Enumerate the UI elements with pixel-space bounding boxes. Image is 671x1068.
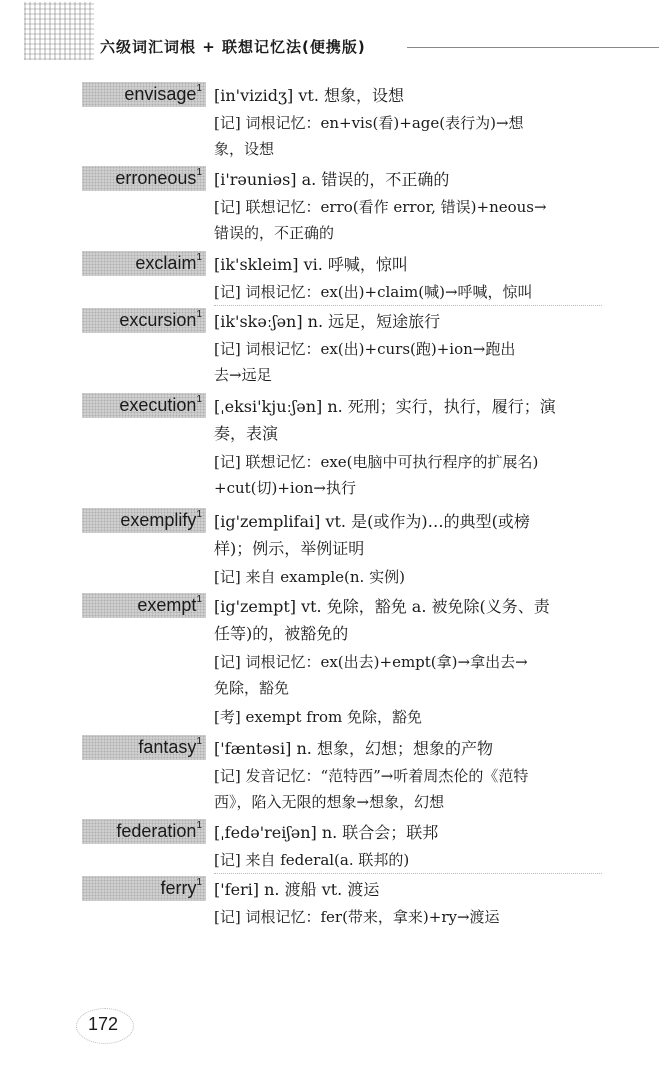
definition: ['feri] n. 渡船 vt. 渡运 xyxy=(214,880,380,899)
memory-note: [记] 来自 federal(a. 联邦的) xyxy=(214,851,410,869)
page-number: 172 xyxy=(88,1014,119,1034)
star-mark: 1 xyxy=(196,252,202,263)
definition: [in'vizidʒ] vt. 想象，设想 xyxy=(214,86,405,105)
header-rule xyxy=(407,47,659,48)
star-mark: 1 xyxy=(196,509,202,520)
headword-box xyxy=(82,393,206,418)
definition-continued: 样)；例示，举例证明 xyxy=(214,539,365,558)
definition-continued: 奏，表演 xyxy=(214,424,279,443)
exam-note: [考] exempt from 免除，豁免 xyxy=(214,708,423,726)
headword-box xyxy=(82,508,206,533)
star-mark: 1 xyxy=(196,309,202,320)
memory-note: [记] 来自 example(n. 实例) xyxy=(214,568,405,586)
headword-box xyxy=(82,876,206,901)
headword-box xyxy=(82,819,206,844)
memory-note: [记] 联想记忆：erro(看作 error, 错误)+neous→ xyxy=(214,198,547,216)
headword: fantasy xyxy=(138,737,197,757)
memory-note: [记] 发音记忆：“范特西”→听着周杰伦的《范特 xyxy=(214,767,529,785)
definition: [i'rəuniəs] a. 错误的，不正确的 xyxy=(214,170,450,189)
headword: execution xyxy=(119,395,197,415)
headword: ferry xyxy=(160,878,197,898)
headword: exemplify xyxy=(120,510,197,530)
star-mark: 1 xyxy=(196,594,202,605)
definition: [ik'skleim] vi. 呼喊，惊叫 xyxy=(214,255,408,274)
headword-box xyxy=(82,735,206,760)
memory-note: 去→远足 xyxy=(214,366,272,384)
definition: [ig'zempt] vt. 免除，豁免 a. 被免除(义务、责 xyxy=(214,597,550,616)
headword-box xyxy=(82,82,206,107)
memory-note: 象，设想 xyxy=(214,140,275,158)
memory-note: [记] 联想记忆：exe(电脑中可执行程序的扩展名) xyxy=(214,453,539,471)
headword: erroneous xyxy=(115,168,197,188)
memory-note: [记] 词根记忆：ex(出)+claim(喊)→呼喊，惊叫 xyxy=(214,283,533,301)
definition: [ik'skəːʃən] n. 远足，短途旅行 xyxy=(214,312,441,331)
definition: [ig'zemplifai] vt. 是(或作为)…的典型(或榜 xyxy=(214,512,530,531)
memory-note: 西》，陷入无限的想象→想象，幻想 xyxy=(214,793,445,811)
memory-note: +cut(切)+ion→执行 xyxy=(214,479,356,497)
header-title: 六级词汇词根 + 联想记忆法(便携版) xyxy=(100,38,366,56)
header-decoration xyxy=(24,2,94,60)
star-mark: 1 xyxy=(196,736,202,747)
memory-note: 错误的，不正确的 xyxy=(214,224,335,242)
memory-note: [记] 词根记忆：fer(带来，拿来)+ry→渡运 xyxy=(214,908,500,926)
headword-box xyxy=(82,593,206,618)
definition: [ˌfedə'reiʃən] n. 联合会；联邦 xyxy=(214,823,439,842)
memory-note: [记] 词根记忆：en+vis(看)+age(表行为)→想 xyxy=(214,114,524,132)
headword-box xyxy=(82,251,206,276)
headword: envisage xyxy=(124,84,197,104)
definition-continued: 任等)的，被豁免的 xyxy=(214,624,349,643)
headword: federation xyxy=(116,821,197,841)
star-mark: 1 xyxy=(196,83,202,94)
star-mark: 1 xyxy=(196,820,202,831)
memory-note: [记] 词根记忆：ex(出)+curs(跑)+ion→跑出 xyxy=(214,340,516,358)
headword-box xyxy=(82,166,206,191)
headword: exempt xyxy=(137,595,197,615)
star-mark: 1 xyxy=(196,167,202,178)
definition: [ˌeksi'kjuːʃən] n. 死刑；实行，执行，履行；演 xyxy=(214,397,556,416)
dotted-separator xyxy=(214,873,602,874)
memory-note: 免除，豁免 xyxy=(214,679,290,697)
star-mark: 1 xyxy=(196,877,202,888)
definition: ['fæntəsi] n. 想象，幻想；想象的产物 xyxy=(214,739,493,758)
headword: exclaim xyxy=(135,253,197,273)
memory-note: [记] 词根记忆：ex(出去)+empt(拿)→拿出去→ xyxy=(214,653,528,671)
headword-box xyxy=(82,308,206,333)
running-header xyxy=(0,0,671,70)
star-mark: 1 xyxy=(196,394,202,405)
dotted-separator xyxy=(214,305,602,306)
headword: excursion xyxy=(119,310,197,330)
